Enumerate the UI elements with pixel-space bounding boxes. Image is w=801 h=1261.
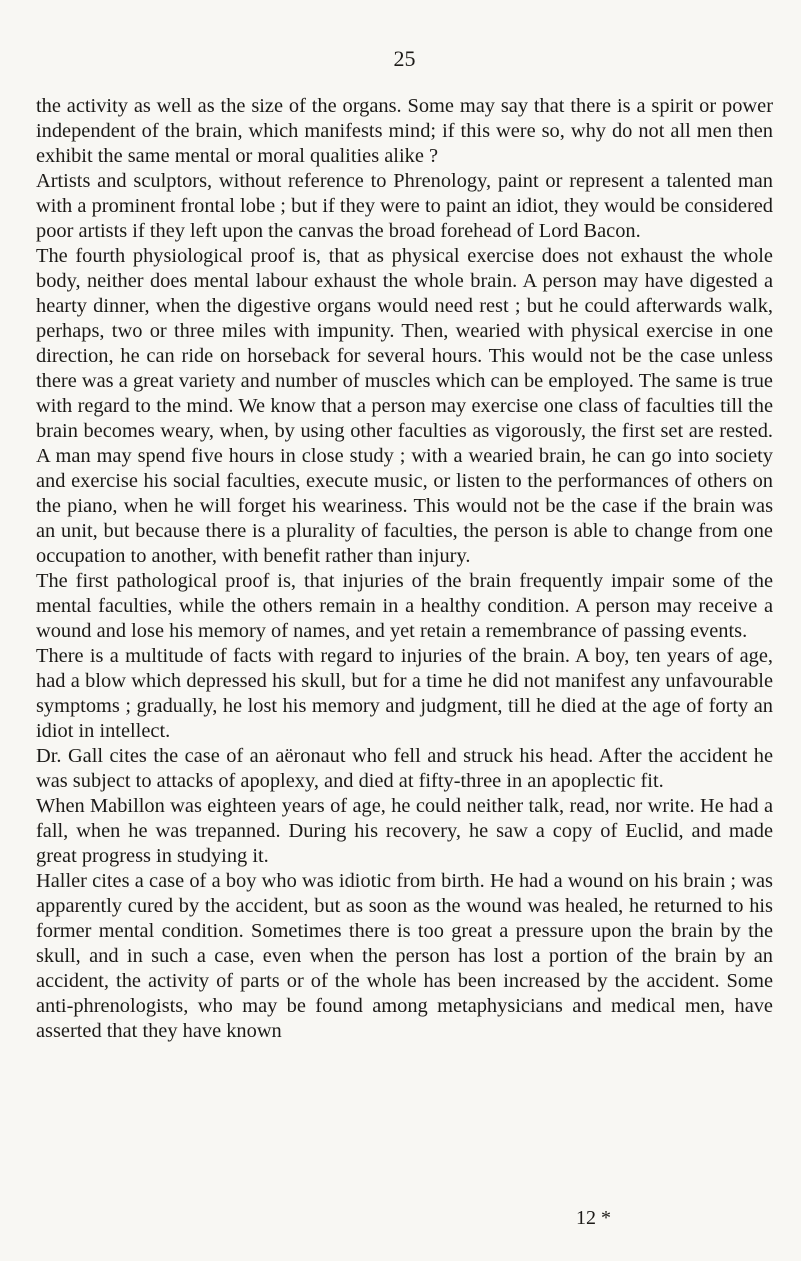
paragraph: Dr. Gall cites the case of an aëronaut who fell and struck his head. After the accident he was subject to attacks of apoplexy, and died at fifty-three in an apoplectic fit. [36,745,773,792]
paragraph: the activity as well as the size of the organs. Some may say that there is a spirit or power independent of the brain, which manifests mind; if this were so, why do not all men then exhibit the same mental or moral qualities alike ? [36,95,773,167]
signature-mark: 12 * [576,1207,611,1229]
paragraph: When Mabillon was eighteen years of age, he could neither talk, read, nor write. He had a fall, when he was trepanned. During his recovery, he saw a copy of Euclid, and made great progress in studying it. [36,795,773,867]
body-text [36,94,773,1044]
paragraph: The fourth physiological proof is, that as physical exercise does not exhaust the whole body, neither does mental labour exhaust the whole brain. A person may have digested a hearty dinner, when the digestive organs would need rest ; but he could afterwards walk, perhaps, two or three miles with impunity. Then, wearied with physical exercise in one direction, he can ride on horseback for several hours. This would not be the case unless there was a great variety and number of muscles which can be employed. The same is true with regard to the mind. We know that a person may exercise one class of faculties till the brain becomes weary, when, by using other faculties as vigorously, the first set are rested. A man may spend five hours in close study ; with a wearied brain, he can go into society and exercise his social faculties, execute music, or listen to the performances of others on the piano, when he will forget his weariness. This would not be the case if the brain was an unit, but because there is a plurality of faculties, the person is able to change from one occupation to another, with benefit rather than injury. [36,245,773,567]
paragraph: Artists and sculptors, without reference to Phrenology, paint or represent a talented man with a prominent frontal lobe ; but if they were to paint an idiot, they would be considered poor artists if they left upon the canvas the broad forehead of Lord Bacon. [36,170,773,242]
paragraph: Haller cites a case of a boy who was idiotic from birth. He had a wound on his brain ; was apparently cured by the accident, but as soon as the wound was healed, he returned to his former mental condition. Sometimes there is too great a pressure upon the brain by the skull, and in such a case, even when the person has lost a portion of the brain by an accident, the activity of parts or of the whole has been increased by the accident. Some anti-phrenologists, who may be found among metaphysicians and medical men, have asserted that they have known [36,870,773,1042]
page-number: 25 [393,46,416,71]
paragraph: The first pathological proof is, that injuries of the brain frequently impair some of the mental faculties, while the others remain in a healthy condition. A person may receive a wound and lose his memory of names, and yet retain a remembrance of passing events. [36,570,773,642]
paragraph: There is a multitude of facts with regard to injuries of the brain. A boy, ten years of age, had a blow which depressed his skull, but for a time he did not manifest any unfavourable symptoms ; gradually, he lost his memory and judgment, till he died at the age of forty an idiot in intellect. [36,645,773,742]
